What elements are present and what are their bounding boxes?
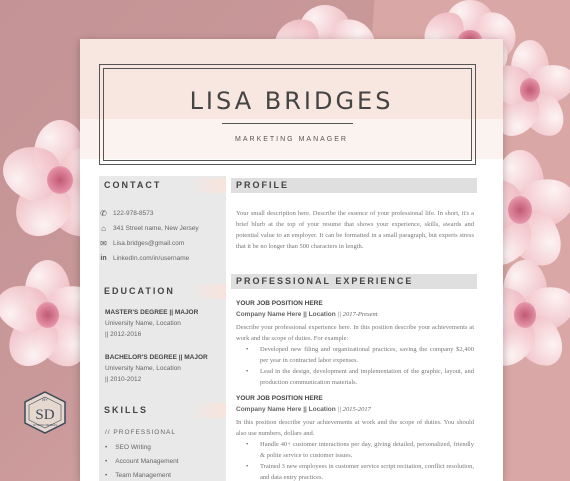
job-bullet: • Trained 3 new employees in customer service script recitation, conflict resolution, and data entry practices. <box>246 461 474 481</box>
school: University Name, Location <box>105 320 181 327</box>
job-bullets <box>246 439 474 481</box>
logo-ring-top: MY <box>42 398 48 402</box>
skill-item: • Team Management <box>105 472 171 479</box>
resume-page <box>80 39 503 481</box>
logo-text: SD <box>35 407 55 423</box>
job-description: Describe your professional experience here. In this position describe your achievements at work and the scope of duties. For example: <box>236 324 474 342</box>
school: University Name, Location <box>105 365 181 372</box>
email-text: Lisa.bridges@gmail.com <box>113 240 185 247</box>
phone-icon: ✆ <box>100 209 107 218</box>
experience-heading: PROFESSIONAL EXPERIENCE <box>231 274 477 289</box>
years: || 2010-2012 <box>105 376 142 383</box>
job-bullet: • Developed new filing and organizational practices, saving the company $2,400 per year in contracted labor expenses. <box>246 344 474 366</box>
job-company: Company Name Here || Location || 2017-Present <box>236 311 378 318</box>
degree: BACHELOR'S DEGREE || MAJOR <box>105 354 208 361</box>
candidate-title: MARKETING MANAGER <box>235 136 348 143</box>
linkedin-text: LinkedIn.com/in/username <box>113 255 190 262</box>
job-description: In this position describe your achievements at work and the scope of duties. You should also use numbers, dollars and. <box>236 419 474 437</box>
education-entry <box>105 307 198 340</box>
address-text: 341 Street name, New Jersey <box>113 225 199 232</box>
job-bullets <box>246 344 474 388</box>
job-bullet: • Lead in the design, development and implementation of the graphic, layout, and production communication materials. <box>246 366 474 388</box>
linkedin-icon: in <box>100 255 107 262</box>
candidate-name: LISA BRIDGES <box>189 87 394 115</box>
studio-logo <box>20 390 70 435</box>
years: || 2012-2016 <box>105 331 142 338</box>
skills-heading: SKILLS <box>99 403 226 418</box>
job-bullet: • Handle 40+ customer interactions per day, giving detailed, personalized, friendly & polite service to customer issues. <box>246 439 474 461</box>
skill-item: • Account Management <box>105 458 179 465</box>
name-divider <box>222 123 353 124</box>
job-position: YOUR JOB POSITION HERE <box>236 300 323 307</box>
education-heading: EDUCATION <box>99 284 226 299</box>
profile-heading: PROFILE <box>231 178 477 193</box>
job-position: YOUR JOB POSITION HERE <box>236 395 323 402</box>
skill-item: • SEO Writing <box>105 444 151 451</box>
logo-ring-bottom: STUDIO DESIGN <box>33 423 57 427</box>
phone-text: 122-978-8573 <box>113 210 154 217</box>
job-company: Company Name Here || Location || 2015-2017 <box>236 406 371 413</box>
home-icon: ⌂ <box>101 224 106 233</box>
contact-heading: CONTACT <box>99 178 226 193</box>
profile-text: Your small description here. Describe the essence of your professional life. In short, it's a brief blurb at the top of your resume that shows your experience, skills, awards and potential value to an employer. It can be formatted in a small paragraph, but experts stress that it be no longer than 500 characters in length. <box>236 210 474 250</box>
envelope-icon: ✉ <box>100 239 107 248</box>
education-entry <box>105 352 208 385</box>
degree: MASTER'S DEGREE || MAJOR <box>105 309 199 316</box>
skills-group: // PROFESSIONAL <box>105 429 176 436</box>
